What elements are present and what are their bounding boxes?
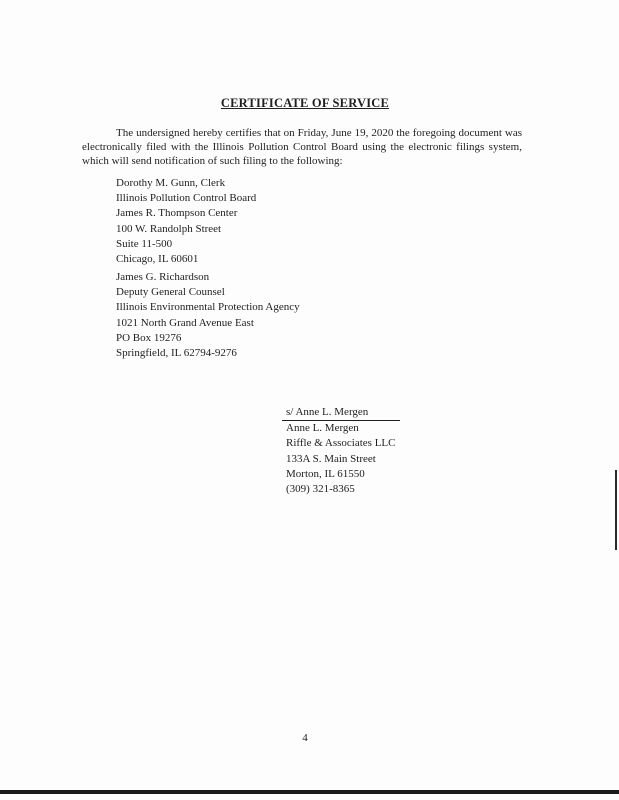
- address-line: 1021 North Grand Avenue East: [116, 316, 254, 329]
- signature-block: [286, 405, 400, 497]
- recipient-address-block: [116, 176, 256, 267]
- address-line: James G. Richardson: [116, 271, 210, 283]
- scan-edge-mark: [615, 470, 617, 550]
- address-line: 100 W. Randolph Street: [116, 222, 222, 235]
- signer-line: 133A S. Main Street: [286, 452, 376, 465]
- address-line: Suite 11-500: [116, 237, 173, 250]
- address-line: Chicago, IL 60601: [116, 253, 199, 266]
- address-line: Springfield, IL 62794-9276: [116, 347, 237, 360]
- scan-edge-mark: [0, 790, 619, 794]
- signer-line: Riffle & Associates LLC: [286, 437, 396, 450]
- address-line: Illinois Environmental Protection Agency: [116, 301, 300, 314]
- address-line: Dorothy M. Gunn, Clerk: [116, 177, 226, 189]
- recipient-address-block: [116, 270, 300, 361]
- document-title: CERTIFICATE OF SERVICE: [220, 96, 390, 110]
- address-line: Illinois Pollution Control Board: [116, 192, 257, 205]
- certification-text: The undersigned hereby certifies that on Friday, June 19, 2020 the foregoing document was electronically filed with the Illinois Pollution Control Board using the electronic filings system, which will send notification of such filing to the following:: [82, 127, 522, 167]
- address-line: PO Box 19276: [116, 331, 182, 344]
- address-line: James R. Thompson Center: [116, 207, 238, 220]
- page-number: 4: [302, 732, 308, 744]
- signer-line: Morton, IL 61550: [286, 467, 365, 480]
- electronic-signature: s/ Anne L. Mergen: [282, 405, 400, 421]
- signer-line: (309) 321-8365: [286, 483, 355, 496]
- certification-paragraph: [82, 126, 522, 168]
- signer-line: Anne L. Mergen: [286, 422, 359, 435]
- address-line: Deputy General Counsel: [116, 286, 225, 299]
